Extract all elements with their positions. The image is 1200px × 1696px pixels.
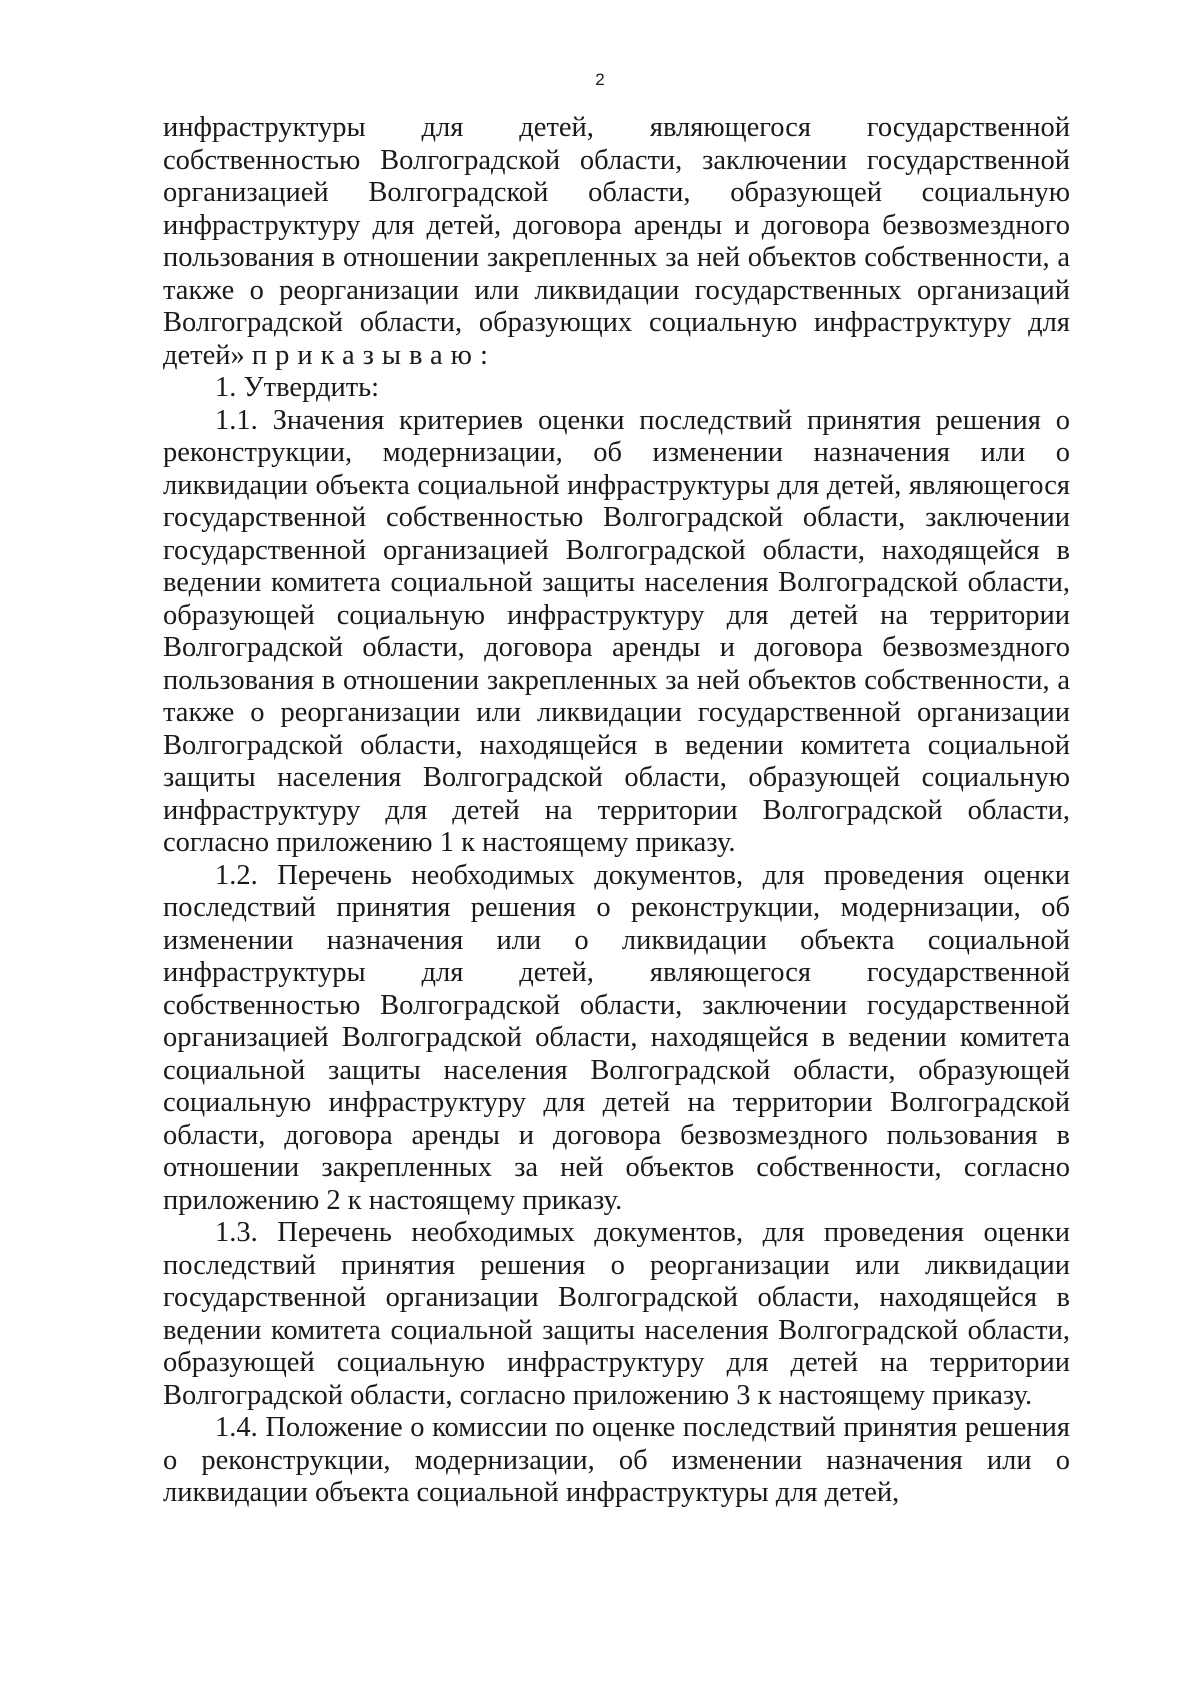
clause-1-4: 1.4. Положение о комиссии по оценке последствий принятия решения о реконструкции, модернизации, об изменении назначения или о ликвидации объекта социальной инфраструктуры для детей, bbox=[163, 1412, 1070, 1508]
order-word: приказываю: bbox=[251, 339, 496, 371]
clause-1-2: 1.2. Перечень необходимых документов, для проведения оценки последствий принятия решения о реконструкции, модернизации, об изменении назначения или о ликвидации объекта социальной инфраструктуры для детей, являющегося государственной собственностью Волгоградской области, заключении государственной организацией Волгоградской области, находящейся в ведении комитета социальной защиты населения Волгоградской области, образующей социальную инфраструктуру для детей на территории Волгоградской области, договора аренды и договора безвозмездного пользования в отношении закрепленных за ней объектов собственности, согласно приложению 2 к настоящему приказу. bbox=[163, 859, 1070, 1216]
intro-text: инфраструктуры для детей, являющегося государственной собственностью Волгоградской области, заключении государственной организацией Волгоградской области, образующей социальную инфраструктуру для детей, договора аренды и договора безвозмездного пользования в отношении закрепленных за ней объектов собственности, а также о реорганизации или ликвидации государственных организаций Волгоградской области, образующих социальную инфраструктуру для детей» bbox=[163, 112, 1070, 371]
clause-1-3: 1.3. Перечень необходимых документов, для проведения оценки последствий принятия решения о реорганизации или ликвидации государственной организации Волгоградской области, находящейся в ведении комитета социальной защиты населения Волгоградской области, образующей социальную инфраструктуру для детей на территории Волгоградской области, согласно приложению 3 к настоящему приказу. bbox=[163, 1217, 1070, 1411]
document-body bbox=[163, 112, 1070, 1510]
intro-paragraph bbox=[163, 112, 1070, 372]
clause-1: 1. Утвердить: bbox=[215, 372, 380, 403]
clause-1-1: 1.1. Значения критериев оценки последствий принятия решения о реконструкции, модернизации, об изменении назначения или о ликвидации объекта социальной инфраструктуры для детей, являющегося государственной собственностью Волгоградской области, заключении государственной организацией Волгоградской области, находящейся в ведении комитета социальной защиты населения Волгоградской области, образующей социальную инфраструктуру для детей на территории Волгоградской области, договора аренды и договора безвозмездного пользования в отношении закрепленных за ней объектов собственности, а также о реорганизации или ликвидации государственной организации Волгоградской области, находящейся в ведении комитета социальной защиты населения Волгоградской области, образующей социальную инфраструктуру для детей на территории Волгоградской области, согласно приложению 1 к настоящему приказу. bbox=[163, 404, 1070, 858]
page-number: 2 bbox=[595, 70, 605, 89]
